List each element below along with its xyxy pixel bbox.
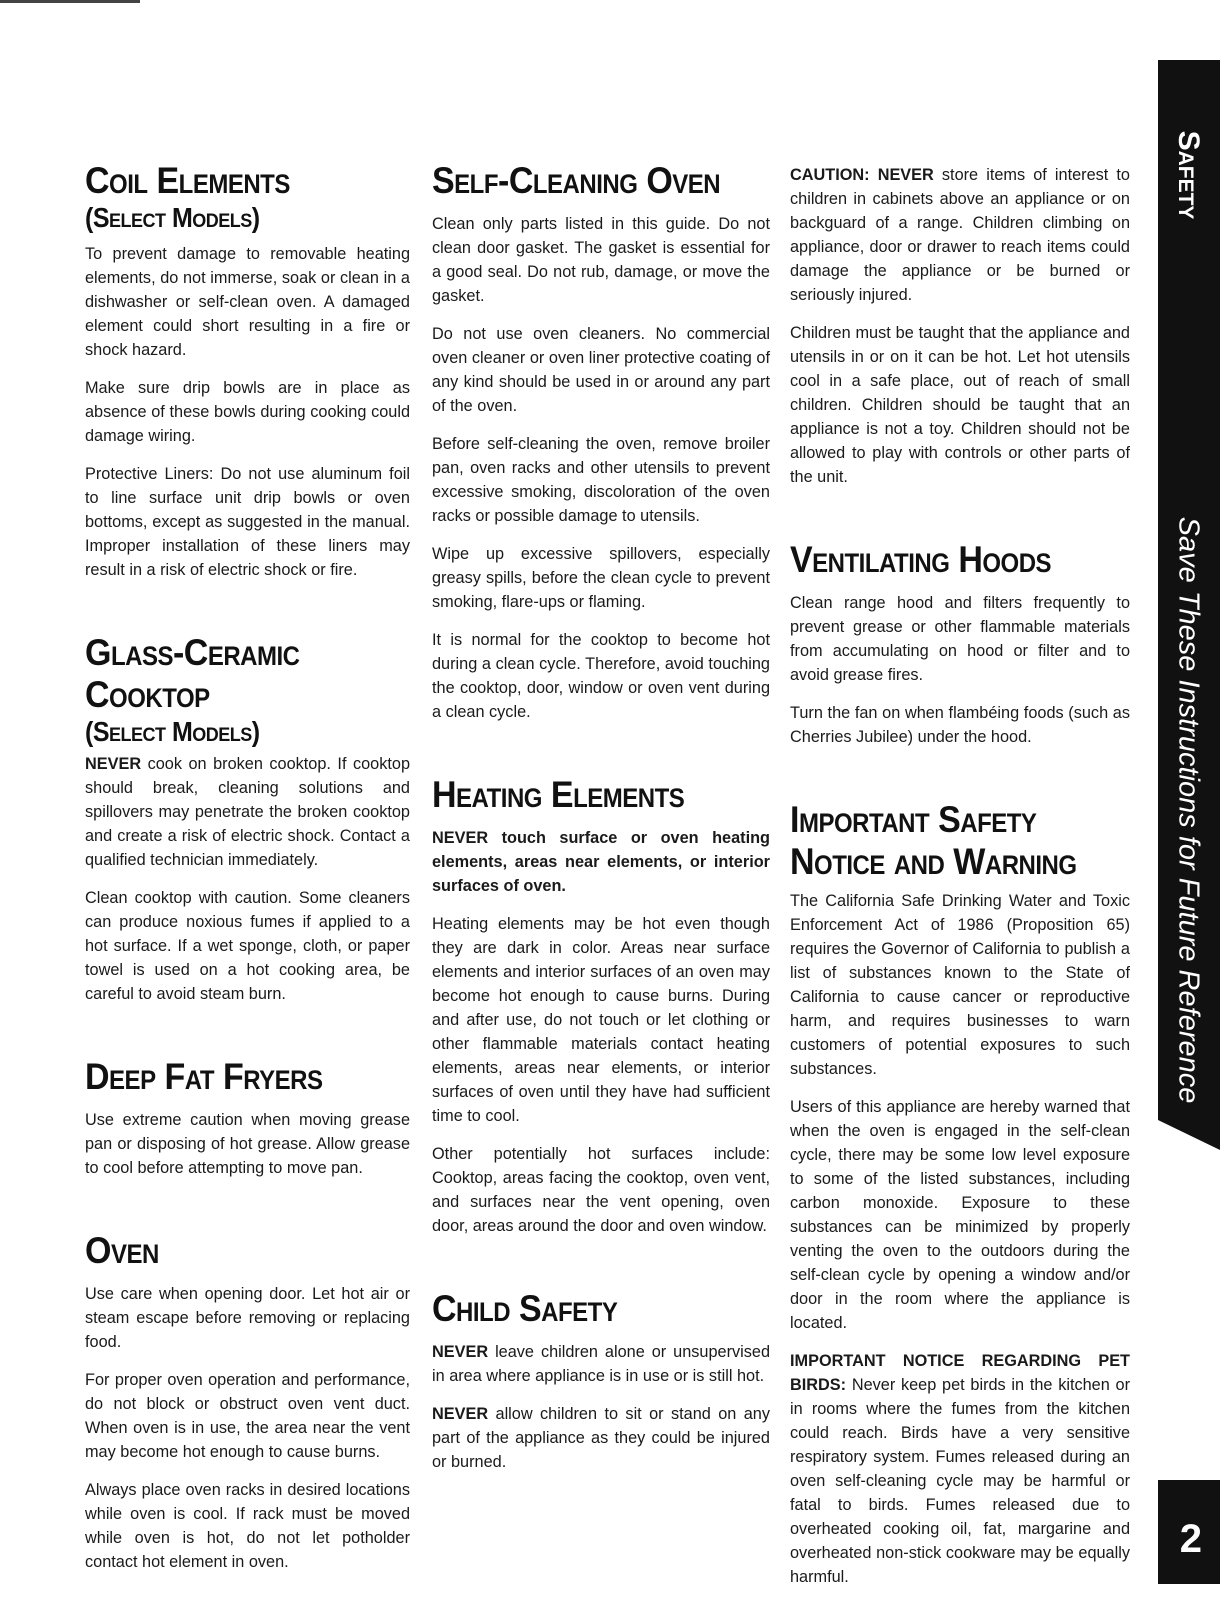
section-child-safety — [432, 1288, 770, 1474]
paragraph: It is normal for the cooktop to become hot during a clean cycle. Therefore, avoid touching the cooktop, door, window or oven vent during a clean cycle. — [432, 631, 770, 721]
heading-subtitle: (Select Models) — [85, 202, 260, 234]
paragraph — [85, 752, 410, 872]
scan-artifact-line — [0, 0, 140, 3]
paragraph: The California Safe Drinking Water and Toxic Enforcement Act of 1986 (Proposition 65) requires the Governor of California to publish a list of substances known to the State of California to cause cancer or reproductive harm, and requires businesses to warn customers of potential exposures to such substances. — [790, 892, 1130, 1078]
paragraph — [432, 1340, 770, 1388]
side-tab-vertical-text — [1160, 480, 1216, 1140]
paragraph: Do not use oven cleaners. No commercial oven cleaner or oven liner protective coating of any kind should be used in or around any part of the oven. — [432, 325, 770, 415]
paragraph: Clean range hood and filters frequently to prevent grease or other flammable materials from accumulating on hood or filter and to avoid grease fires. — [790, 594, 1130, 684]
paragraph — [790, 1349, 1130, 1589]
section-title — [85, 160, 410, 235]
paragraph: For proper oven operation and performance, do not block or obstruct oven vent duct. When oven is in use, the area near the vent may become hot enough to cause burns. — [85, 1371, 410, 1461]
section-title: Deep Fat Fryers — [85, 1056, 323, 1098]
paragraph: Heating elements may be hot even though they are dark in color. Areas near surface elements and interior surfaces of an oven may become hot enough to cause burns. During and after use, do not touch or let clothing or other flammable materials contact heating elements, areas near elements, or interior surfaces of oven until they have had sufficient time to cool. — [432, 915, 770, 1125]
paragraph: Always place oven racks in desired locations while oven is cool. If rack must be moved while oven is hot, do not let potholder contact hot element in oven. — [85, 1481, 410, 1571]
section-title: Child Safety — [432, 1288, 618, 1330]
paragraph: Clean only parts listed in this guide. Do not clean door gasket. The gasket is essential for a good seal. Do not rub, damage, or move the gasket. — [432, 215, 770, 305]
emphasis: NEVER — [432, 1343, 489, 1361]
paragraph: Clean cooktop with caution. Some cleaners can produce noxious fumes if applied to a hot surface. If a wet sponge, cloth, or paper towel is used on a hot cooking area, be careful to avoid steam burn. — [85, 889, 410, 1003]
heading-text: Coil Elements — [85, 160, 290, 202]
paragraph: To prevent damage to removable heating elements, do not immerse, soak or clean in a dishwasher or self-clean oven. A damaged element could short resulting in a fire or shock hazard. — [85, 245, 410, 359]
section-heating-elements — [432, 774, 770, 1238]
section-coil-elements — [85, 160, 410, 582]
section-title: Important Safety Notice and Warning — [790, 799, 1077, 883]
paragraph-text: cook on broken cooktop. If cooktop should break, cleaning solutions and spillovers may penetrate the broken cooktop and create a risk of electric shock. Contact a qualified technician immediately. — [85, 755, 410, 869]
section-title: Ventilating Hoods — [790, 539, 1052, 581]
paragraph: Wipe up excessive spillovers, especially greasy spills, before the clean cycle to prevent smoking, flare-ups or flaming. — [432, 545, 770, 611]
paragraph-text: leave children alone or unsupervised in area where appliance is in use or is still hot. — [432, 1343, 770, 1385]
paragraph-text: store items of interest to children in cabinets above an appliance or on backguard of a range. Children climbing on appliance, door or drawer to reach items could damage the appliance or be burned or seriously injured. — [790, 166, 1130, 304]
section-ventilating-hoods — [790, 539, 1130, 749]
paragraph: Children must be taught that the appliance and utensils in or on it can be hot. Let hot utensils cool in a safe place, out of reach of small children. Children should be taught that an appliance is not a toy. Children should not be allowed to play with controls or other parts of the unit. — [790, 324, 1130, 486]
section-title: Heating Elements — [432, 774, 685, 816]
section-deep-fat-fryers — [85, 1056, 410, 1180]
section-self-cleaning-oven — [432, 160, 770, 724]
side-tab-title — [1162, 110, 1214, 240]
section-title — [85, 632, 410, 749]
emphasis: NEVER — [85, 755, 142, 773]
paragraph — [432, 1402, 770, 1474]
section-title: Self-Cleaning Oven — [432, 160, 721, 202]
section-oven — [85, 1230, 410, 1574]
section-glass-ceramic-cooktop — [85, 632, 410, 1006]
paragraph — [790, 163, 1130, 307]
tab-title-text: Safety — [1172, 130, 1205, 220]
paragraph: Other potentially hot surfaces include: Cooktop, areas facing the cooktop, oven vent, and surfaces near the vent opening, oven door, areas around the door and oven window. — [432, 1145, 770, 1235]
paragraph: Use care when opening door. Let hot air or steam escape before removing or replacing food. — [85, 1285, 410, 1351]
emphasis: CAUTION: NEVER — [790, 166, 934, 184]
column-middle — [432, 160, 770, 1488]
paragraph: Before self-cleaning the oven, remove broiler pan, oven racks and other utensils to prevent excessive smoking, discoloration of the oven racks or possible damage to utensils. — [432, 435, 770, 525]
paragraph: Use extreme caution when moving grease pan or disposing of hot grease. Allow grease to cool before attempting to move pan. — [85, 1111, 410, 1177]
section-important-safety-notice — [790, 799, 1130, 1589]
heading-subtitle: (Select Models) — [85, 716, 260, 748]
warning-paragraph: NEVER touch surface or oven heating elements, areas near elements, or interior surfaces of oven. — [432, 829, 770, 895]
heading-text: Glass-Ceramic Cooktop — [85, 632, 300, 716]
paragraph: Turn the fan on when flambéing foods (such as Cherries Jubilee) under the hood. — [790, 704, 1130, 746]
page-number: 2 — [1179, 1517, 1202, 1561]
column-left — [85, 160, 410, 1588]
paragraph: Protective Liners: Do not use aluminum foil to line surface unit drip bowls or oven bottoms, except as suggested in the manual. Improper installation of these liners may result in a risk of electric shock or fire. — [85, 465, 410, 579]
paragraph-text: allow children to sit or stand on any part of the appliance as they could be injured or burned. — [432, 1405, 770, 1471]
paragraph: Make sure drip bowls are in place as absence of these bowls during cooking could damage wiring. — [85, 379, 410, 445]
column-right — [790, 163, 1130, 1603]
emphasis: NEVER — [432, 1405, 489, 1423]
vertical-caption: Save These Instructions for Future Reference — [1172, 516, 1205, 1104]
paragraph: Users of this appliance are hereby warned that when the oven is engaged in the self-clean cycle, there may be some low level exposure to some of the listed substances, including carbon monoxide. Exposure to these substances can be minimized by properly venting the oven to the outdoors during the self-clean cycle by opening a window and/or door in the room where the appliance is located. — [790, 1098, 1130, 1332]
emphasis: IMPORTANT NOTICE REGARDING PET BIRDS: — [790, 1352, 1130, 1394]
section-title: Oven — [85, 1230, 159, 1272]
paragraph-text: Never keep pet birds in the kitchen or in rooms where the fumes from the kitchen could reach. Birds have a very sensitive respiratory system. Fumes released during an oven self-cleaning cycle may be harmful or fatal to birds. Fumes released due to overheated cooking oil, fat, margarine and overheated non-stick cookware may be equally harmful. — [790, 1376, 1130, 1586]
